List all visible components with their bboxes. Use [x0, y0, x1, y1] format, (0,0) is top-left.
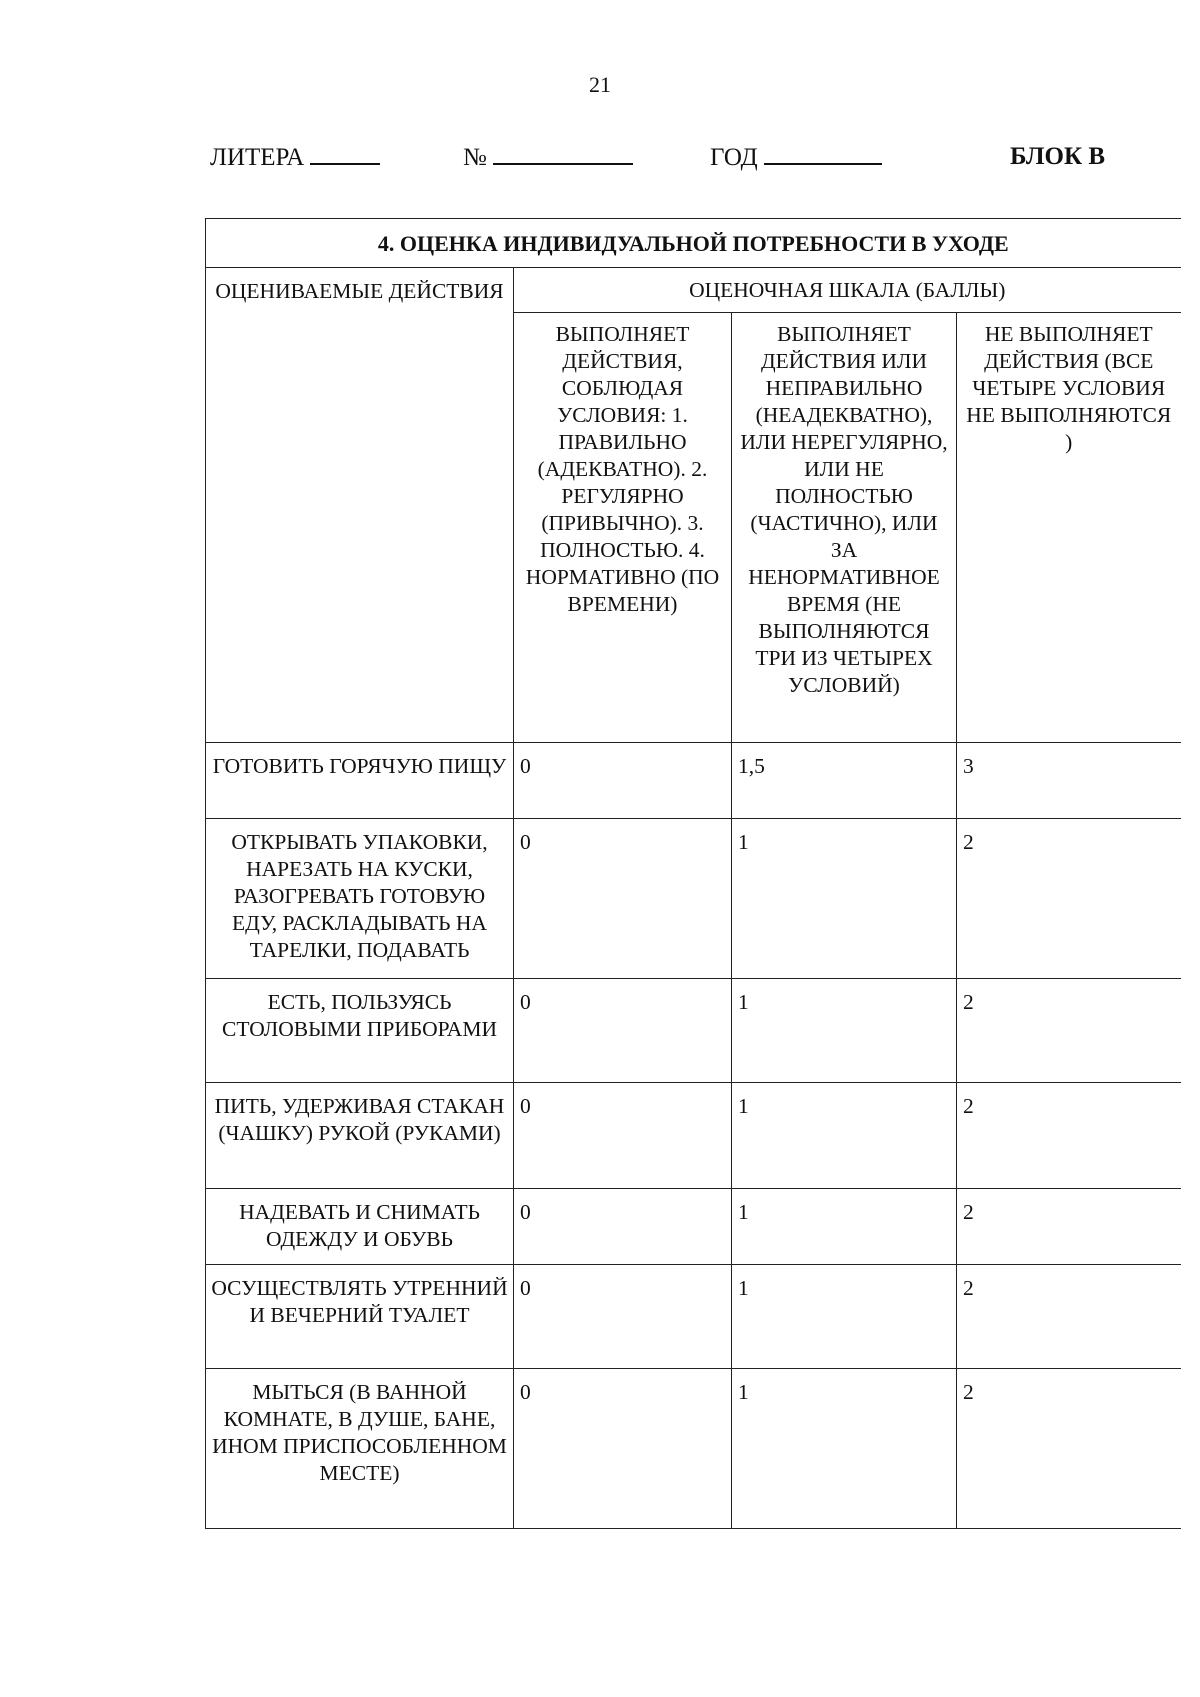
block-label: БЛОК В — [1010, 143, 1106, 170]
year-field — [710, 143, 882, 172]
table-row — [206, 819, 1181, 979]
scale-column-0: ВЫПОЛНЯЕТ ДЕЙСТВИЯ, СОБЛЮДАЯ УСЛОВИЯ: 1. ПРАВИЛЬНО (АДЕКВАТНО). 2. РЕГУЛЯРНО (ПРИВЫЧНО). 3. ПОЛНОСТЬЮ. 4. НОРМАТИВНО (ПО ВРЕМЕНИ) — [514, 313, 732, 743]
scale-column-2: НЕ ВЫПОЛНЯЕТ ДЕЙСТВИЯ (ВСЕ ЧЕТЫРЕ УСЛОВИЯ НЕ ВЫПОЛНЯЮТСЯ ) — [957, 313, 1181, 743]
scale-column-1: ВЫПОЛНЯЕТ ДЕЙСТВИЯ ИЛИ НЕПРАВИЛЬНО (НЕАДЕКВАТНО), ИЛИ НЕРЕГУЛЯРНО, ИЛИ НЕ ПОЛНОСТЬЮ (ЧАСТИЧНО), ИЛИ ЗА НЕНОРМАТИВНОЕ ВРЕМЯ (НЕ ВЫПОЛНЯЮТСЯ ТРИ ИЗ ЧЕТЫРЕХ УСЛОВИЙ) — [732, 313, 957, 743]
score-cell: 0 — [514, 819, 732, 979]
score-cell: 0 — [514, 743, 732, 819]
action-cell: ЕСТЬ, ПОЛЬЗУЯСЬ СТОЛОВЫМИ ПРИБОРАМИ — [206, 979, 514, 1083]
action-cell: НАДЕВАТЬ И СНИМАТЬ ОДЕЖДУ И ОБУВЬ — [206, 1189, 514, 1265]
score-cell: 2 — [957, 1189, 1181, 1265]
action-cell: ГОТОВИТЬ ГОРЯЧУЮ ПИЩУ — [206, 743, 514, 819]
table-row — [206, 1369, 1181, 1529]
table-row — [206, 979, 1181, 1083]
litera-blank-line — [310, 143, 380, 165]
action-cell: ПИТЬ, УДЕРЖИВАЯ СТАКАН (ЧАШКУ) РУКОЙ (РУКАМИ) — [206, 1083, 514, 1189]
score-cell: 1 — [732, 819, 957, 979]
number-label: № — [463, 144, 487, 171]
score-cell: 2 — [957, 979, 1181, 1083]
score-cell: 1 — [732, 1083, 957, 1189]
score-cell: 2 — [957, 819, 1181, 979]
action-cell: МЫТЬСЯ (В ВАННОЙ КОМНАТЕ, В ДУШЕ, БАНЕ, ИНОМ ПРИСПОСОБЛЕННОМ МЕСТЕ) — [206, 1369, 514, 1529]
care-assessment-table — [205, 218, 1181, 1529]
table-row — [206, 1265, 1181, 1369]
score-cell: 0 — [514, 1265, 732, 1369]
page-number: 21 — [589, 72, 611, 97]
year-label: ГОД — [710, 144, 758, 171]
score-cell: 3 — [957, 743, 1181, 819]
score-cell: 0 — [514, 1083, 732, 1189]
table-row — [206, 743, 1181, 819]
litera-field — [210, 143, 380, 172]
scale-header: ОЦЕНОЧНАЯ ШКАЛА (БАЛЛЫ) — [514, 268, 1181, 313]
actions-header: ОЦЕНИВАЕМЫЕ ДЕЙСТВИЯ — [206, 268, 514, 743]
score-cell: 0 — [514, 1189, 732, 1265]
year-blank-line — [764, 143, 882, 165]
table-row — [206, 1083, 1181, 1189]
score-cell: 0 — [514, 979, 732, 1083]
score-cell: 1 — [732, 1189, 957, 1265]
score-cell: 1 — [732, 1265, 957, 1369]
action-cell: ОТКРЫВАТЬ УПАКОВКИ, НАРЕЗАТЬ НА КУСКИ, РАЗОГРЕВАТЬ ГОТОВУЮ ЕДУ, РАСКЛАДЫВАТЬ НА ТАРЕЛКИ, ПОДАВАТЬ — [206, 819, 514, 979]
score-cell: 1,5 — [732, 743, 957, 819]
score-cell: 1 — [732, 1369, 957, 1529]
score-cell: 2 — [957, 1265, 1181, 1369]
score-cell: 2 — [957, 1083, 1181, 1189]
number-field — [463, 143, 633, 172]
score-cell: 0 — [514, 1369, 732, 1529]
score-cell: 1 — [732, 979, 957, 1083]
table-title: 4. ОЦЕНКА ИНДИВИДУАЛЬНОЙ ПОТРЕБНОСТИ В УХОДЕ — [206, 219, 1181, 268]
litera-label: ЛИТЕРА — [210, 144, 305, 171]
action-cell: ОСУЩЕСТВЛЯТЬ УТРЕННИЙ И ВЕЧЕРНИЙ ТУАЛЕТ — [206, 1265, 514, 1369]
table-row — [206, 1189, 1181, 1265]
score-cell: 2 — [957, 1369, 1181, 1529]
number-blank-line — [493, 143, 633, 165]
form-header — [210, 143, 1130, 183]
